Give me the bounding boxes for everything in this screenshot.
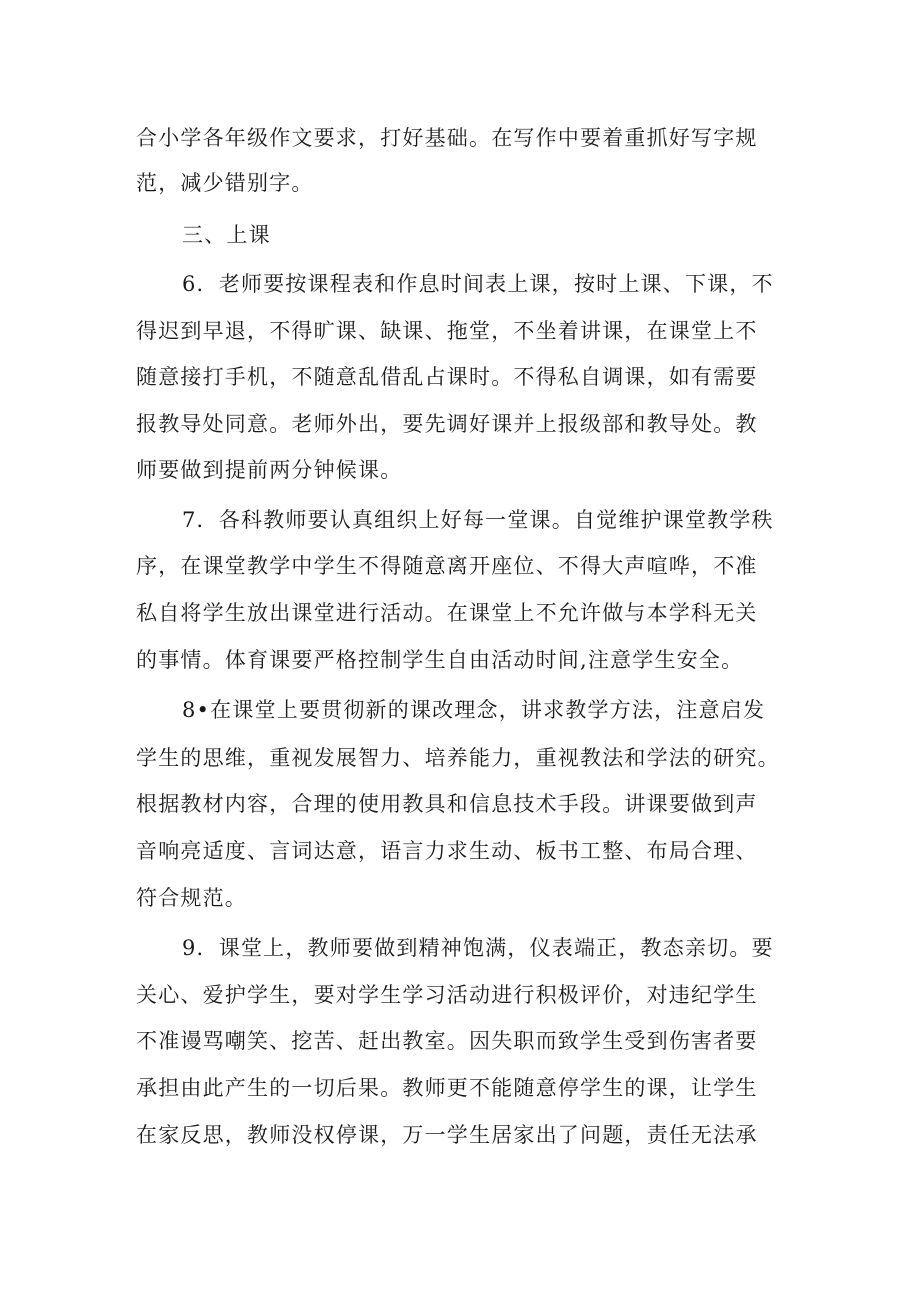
paragraph-line: 在家反思，教师没权停课，万一学生居家出了问题，责任无法承 [136,1123,758,1147]
paragraph-line: 根据教材内容，合理的使用教具和信息技术手段。讲课要做到声 [136,792,758,816]
paragraph-line: 9．课堂上，教师要做到精神饱满，仪表端正，教态亲切。要 [182,936,774,960]
paragraph-line: 7．各科教师要认真组织上好每一堂课。自觉维护课堂教学秩 [182,508,774,532]
paragraph-line: 关心、爱护学生，要对学生学习活动进行积极评价，对违纪学生 [136,983,758,1007]
paragraph-line: 符合规范。 [136,886,247,910]
paragraph-line: 合小学各年级作文要求，打好基础。在写作中要着重抓好写字规 [136,126,758,150]
paragraph-line: 承担由此产生的一切后果。教师更不能随意停学生的课，让学生 [136,1076,758,1100]
section-heading: 三、上课 [182,223,271,247]
paragraph-line: 随意接打手机，不随意乱借乱占课时。不得私自调课，如有需要 [136,365,758,389]
paragraph-line: 得迟到早退，不得旷课、缺课、拖堂，不坐着讲课，在课堂上不 [136,319,758,343]
paragraph-line: 范，减少错别字。 [136,171,314,195]
paragraph-line: 8•在课堂上要贯彻新的课改理念，讲求教学方法，注意启发 [182,698,766,722]
paragraph-line: 学生的思维，重视发展智力、培养能力，重视教法和学法的研究。 [136,746,780,770]
paragraph-line: 的事情。体育课要严格控制学生自由活动时间,注意学生安全。 [136,648,744,672]
paragraph-line: 音响亮适度、言词达意，语言力求生动、板书工整、布局合理、 [136,839,758,863]
paragraph-line: 私自将学生放出课堂进行活动。在课堂上不允许做与本学科无关 [136,601,758,625]
paragraph-line: 报教导处同意。老师外出，要先调好课并上报级部和教导处。教 [136,412,758,436]
paragraph-line: 不准谩骂嘲笑、挖苦、赶出教室。因失职而致学生受到伤害者要 [136,1029,758,1053]
paragraph-line: 序，在课堂教学中学生不得随意离开座位、不得大声喧哗，不准 [136,554,758,578]
paragraph-line: 6．老师要按课程表和作息时间表上课，按时上课、下课，不 [182,272,774,296]
paragraph-line: 师要做到提前两分钟候课。 [136,458,403,482]
